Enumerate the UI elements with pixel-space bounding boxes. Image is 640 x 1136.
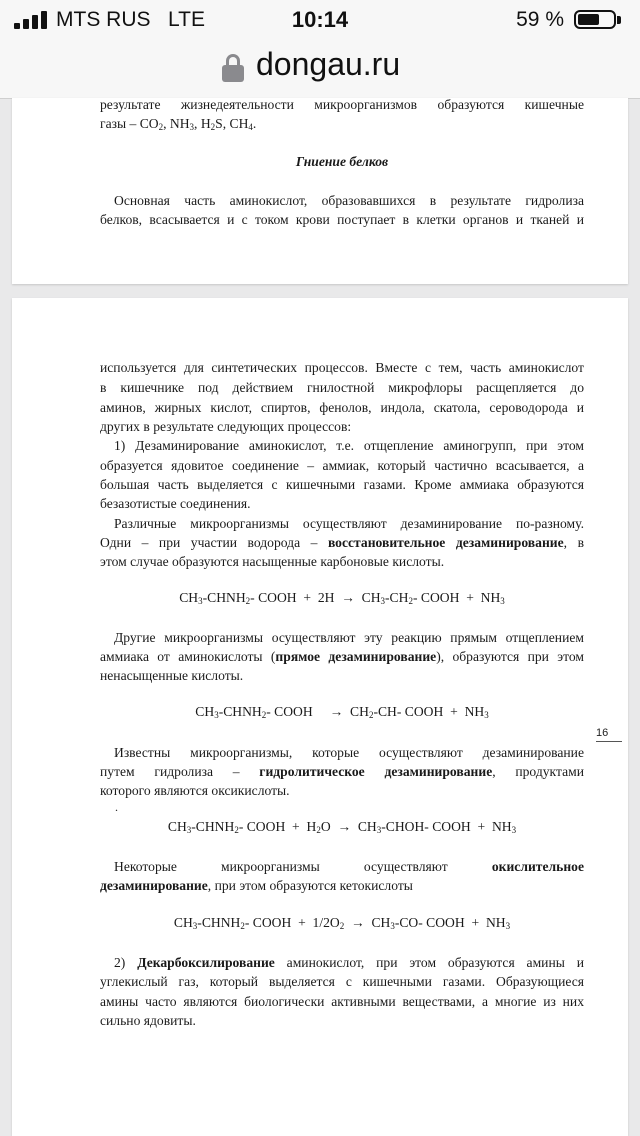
term-oxidative: окислительное bbox=[491, 859, 584, 874]
formula-4: $CH_3-CHNH_2-$ COOH + $1/2O_2 \to CH_3-CO-$ COOH + $NH_3$ bbox=[173, 915, 511, 931]
text-line: ненасыщенные кислоты. bbox=[100, 668, 244, 683]
term-decarboxylation: Декарбоксилирование bbox=[137, 955, 275, 970]
lock-icon bbox=[222, 54, 244, 82]
stray-dot: . bbox=[115, 800, 118, 814]
text-line: безазотистые соединения. bbox=[100, 496, 251, 511]
formula-2: $CH_3-CHNH_2-$ COOH → $CH_2-CH-$ COOH + $NH_3$ bbox=[195, 704, 489, 720]
text-line: газы – $CO_2$, $NH_3$, $H_2S$, $CH_4$. bbox=[100, 116, 257, 132]
page-number-divider bbox=[596, 741, 622, 742]
term-reductive-deamination: восстановительное дезаминирование bbox=[327, 535, 564, 550]
text-line: 2) Декарбоксилирование аминокислот, при этом образуются амины и bbox=[114, 955, 584, 970]
text-line: Некоторые микроорганизмы осуществляют окислительное bbox=[114, 859, 584, 874]
battery-icon bbox=[574, 10, 622, 31]
carrier-label: MTS RUS LTE bbox=[56, 8, 205, 31]
text-line: Другие микроорганизмы осуществляют эту реакцию прямым отщеплением bbox=[114, 630, 584, 645]
text-line: Различные микроорганизмы осуществляют дезаминирование по-разному. bbox=[114, 516, 584, 531]
text-line: образуется ядовитое соединение – аммиак, который частично всасывается, а bbox=[100, 458, 584, 473]
section-heading: Гниение белков bbox=[295, 154, 389, 169]
page-number: 16 bbox=[596, 727, 609, 739]
text-line: путем гидролиза – гидролитическое дезаминирование, продуктами bbox=[100, 764, 584, 779]
text-line: Одни – при участии водорода – восстановительное дезаминирование, в bbox=[100, 535, 584, 550]
text-line: используется для синтетических процессов. Вместе с тем, часть аминокислот bbox=[100, 360, 584, 375]
formula-1: $CH_3-CHNH_2-$ COOH + $2H \to CH_3-CH_2-$ COOH + $NH_3$ bbox=[179, 590, 505, 606]
text-line: белков, всасывается и с током крови поступает в клетки органов и тканей и bbox=[100, 212, 584, 227]
term-deamination: дезаминирование bbox=[100, 878, 208, 893]
status-bar bbox=[0, 0, 640, 40]
address-bar[interactable] bbox=[0, 40, 640, 99]
clock: 10:14 bbox=[291, 7, 349, 32]
text-line: которого являются оксикислоты. bbox=[100, 783, 290, 798]
text-line: аммиака от аминокислоты (прямое дезаминирование), образуются при этом bbox=[100, 649, 584, 664]
formula-3: $CH_3-CHNH_2-$ COOH + $H_2O$ → $CH_3-CHOH-$ COOH + $NH_3$ bbox=[167, 819, 517, 835]
text-line: в кишечнике под действием гнилостной микрофлоры расщепляется до bbox=[100, 380, 584, 395]
text-line: 1) Дезаминирование аминокислот, т.е. отщепление аминогрупп, при этом bbox=[114, 438, 584, 453]
text-line: сильно ядовиты. bbox=[100, 1013, 196, 1028]
text-line: дезаминирование, при этом образуются кетокислоты bbox=[100, 878, 413, 893]
text-line: углекислый газ, который выделяется с кишечными газами. Образующиеся bbox=[100, 974, 584, 989]
battery-percent: 59 % bbox=[516, 8, 564, 31]
text-line: большая часть выделяется с кишечными газами. Кроме аммиака образуются bbox=[100, 477, 584, 492]
text-line: других в результате следующих процессов: bbox=[100, 419, 352, 434]
text-line: этом случае образуются насыщенные карбоновые кислоты. bbox=[100, 554, 445, 569]
text-line: аминов, жирных кислот, спиртов, фенолов, индола, скатола, сероводорода и bbox=[100, 400, 584, 415]
text-line: Известны микроорганизмы, которые осуществляют дезаминирование bbox=[114, 745, 584, 760]
text-line: результате жизнедеятельности микроорганизмов образуются кишечные bbox=[100, 97, 584, 112]
url-text[interactable]: dongau.ru bbox=[256, 46, 401, 82]
text-line: Основная часть аминокислот, образовавшихся в результате гидролиза bbox=[114, 193, 584, 208]
term-hydrolytic-deamination: гидролитическое дезаминирование bbox=[259, 764, 493, 779]
text-line: амины часто являются биологически активными веществами, а многие из них bbox=[100, 994, 584, 1009]
term-direct-deamination: прямое дезаминирование bbox=[275, 649, 437, 664]
